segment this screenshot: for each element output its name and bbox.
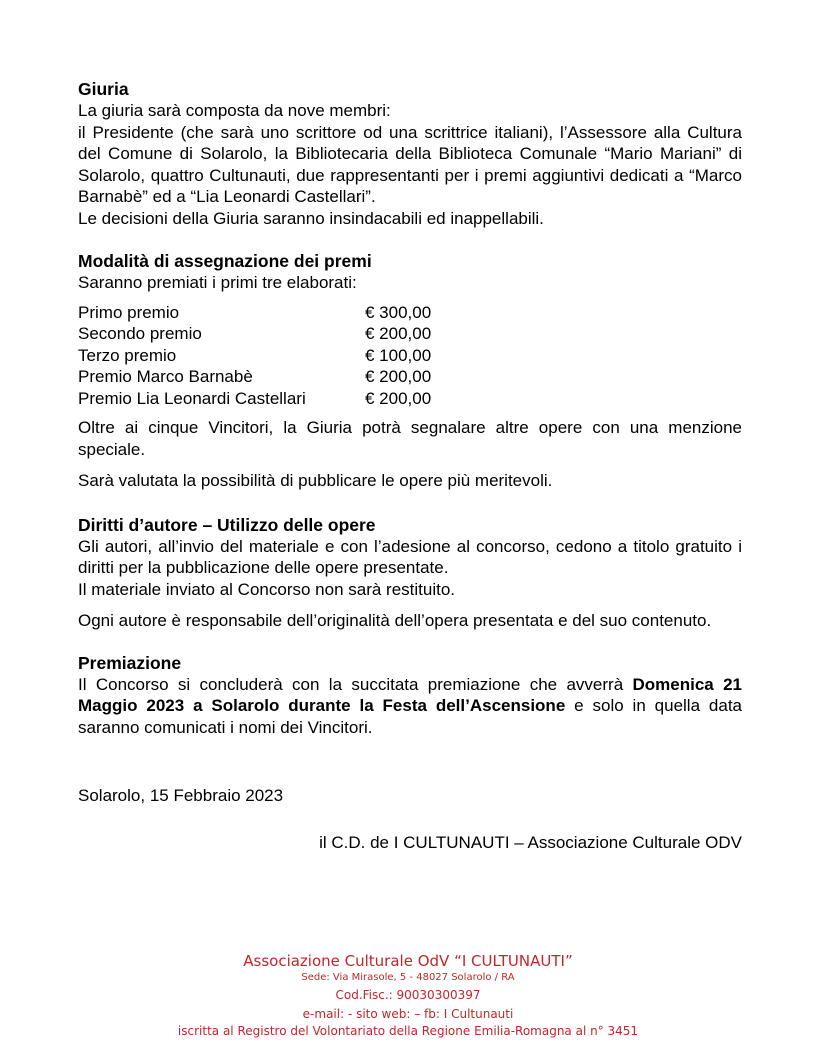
giuria-decisions: Le decisioni della Giuria saranno insindacabili ed inappellabili.	[78, 208, 544, 228]
footer-registry: iscritta al Registro del Volontariato della Regione Emilia-Romagna al n° 3451	[177, 1024, 639, 1038]
premiazione-body	[78, 674, 742, 739]
prize-name: Premio Marco Barnabè	[78, 367, 253, 386]
document-body	[78, 78, 742, 853]
giuria-intro: La giuria sarà composta da nove membri:	[78, 101, 391, 120]
prize-name: Premio Lia Leonardi Castellari	[78, 388, 306, 408]
heading-giuria: Giuria	[78, 79, 129, 99]
prize-name: Primo premio	[78, 302, 180, 322]
menzione-speciale: Oltre ai cinque Vincitori, la Giuria potrà segnalare altre opere con una menzione speciale.	[78, 418, 742, 459]
prize-row	[78, 388, 431, 410]
diritti-restituzione: Il materiale inviato al Concorso non sarà restituito.	[78, 579, 456, 599]
footer-tax-code: Cod.Fisc.: 90030300397	[335, 988, 481, 1002]
section-giuria	[78, 78, 742, 229]
prize-amount: € 300,00	[365, 302, 432, 322]
premiazione-text-after: e solo in quella data saranno comunicati i nomi dei Vincitori.	[78, 696, 742, 737]
section-modalita	[78, 250, 742, 492]
prize-name: Secondo premio	[78, 324, 202, 343]
prize-row	[78, 323, 431, 345]
section-diritti	[78, 514, 742, 632]
heading-diritti: Diritti d’autore – Utilizzo delle opere	[78, 514, 376, 535]
prize-row	[78, 345, 431, 367]
prize-name: Terzo premio	[78, 345, 177, 365]
prize-amount: € 200,00	[365, 324, 432, 343]
modalita-intro: Saranno premiati i primi tre elaborati:	[78, 273, 357, 292]
prize-amount: € 200,00	[365, 367, 432, 386]
heading-premiazione: Premiazione	[78, 652, 182, 673]
giuria-members: il Presidente (che sarà uno scrittore od una scrittrice italiani), l’Assessore alla Cultura del Comune di Solarolo, la Bibliotecaria della Biblioteca Comunale “Mario Mariani” di Solarolo, quattro Cultunauti, due rappresentanti per i premi aggiuntivi dedicati a “Marco Barnabè” ed a “Lia Leonardi Castellari”.	[78, 122, 742, 206]
diritti-responsabilita: Ogni autore è responsabile dell’originalità dell’opera presentata e del suo contenuto.	[78, 611, 712, 630]
premiazione-text-before: Il Concorso si concluderà con la succitata premiazione che avverrà	[78, 674, 633, 694]
prize-amount: € 100,00	[365, 345, 432, 365]
prize-amount: € 200,00	[365, 388, 432, 408]
section-premiazione	[78, 652, 742, 739]
place-date: Solarolo, 15 Febbraio 2023	[78, 786, 284, 805]
pubblicazione-note: Sarà valutata la possibilità di pubblicare le opere più meritevoli.	[78, 471, 553, 490]
diritti-body: Gli autori, all’invio del materiale e con l’adesione al concorso, cedono a titolo gratuito i diritti per la pubblicazione delle opere presentate.	[78, 536, 742, 577]
prizes-table	[78, 302, 431, 410]
footer-association-name: Associazione Culturale OdV “I CULTUNAUTI”	[243, 952, 573, 970]
footer-address: Sede: Via Mirasole, 5 - 48027 Solarolo / RA	[301, 972, 515, 983]
premiazione-date-bold: Domenica 21 Maggio 2023 a Solarolo durante la Festa dell’Ascensione	[78, 674, 742, 715]
prize-row	[78, 302, 431, 324]
heading-modalita: Modalità di assegnazione dei premi	[78, 251, 372, 271]
footer	[0, 951, 816, 1041]
prize-row	[78, 366, 431, 388]
footer-contacts: e-mail: - sito web: – fb: I Cultunauti	[302, 1007, 514, 1021]
signature: il C.D. de I CULTUNAUTI – Associazione Culturale ODV	[319, 832, 742, 852]
